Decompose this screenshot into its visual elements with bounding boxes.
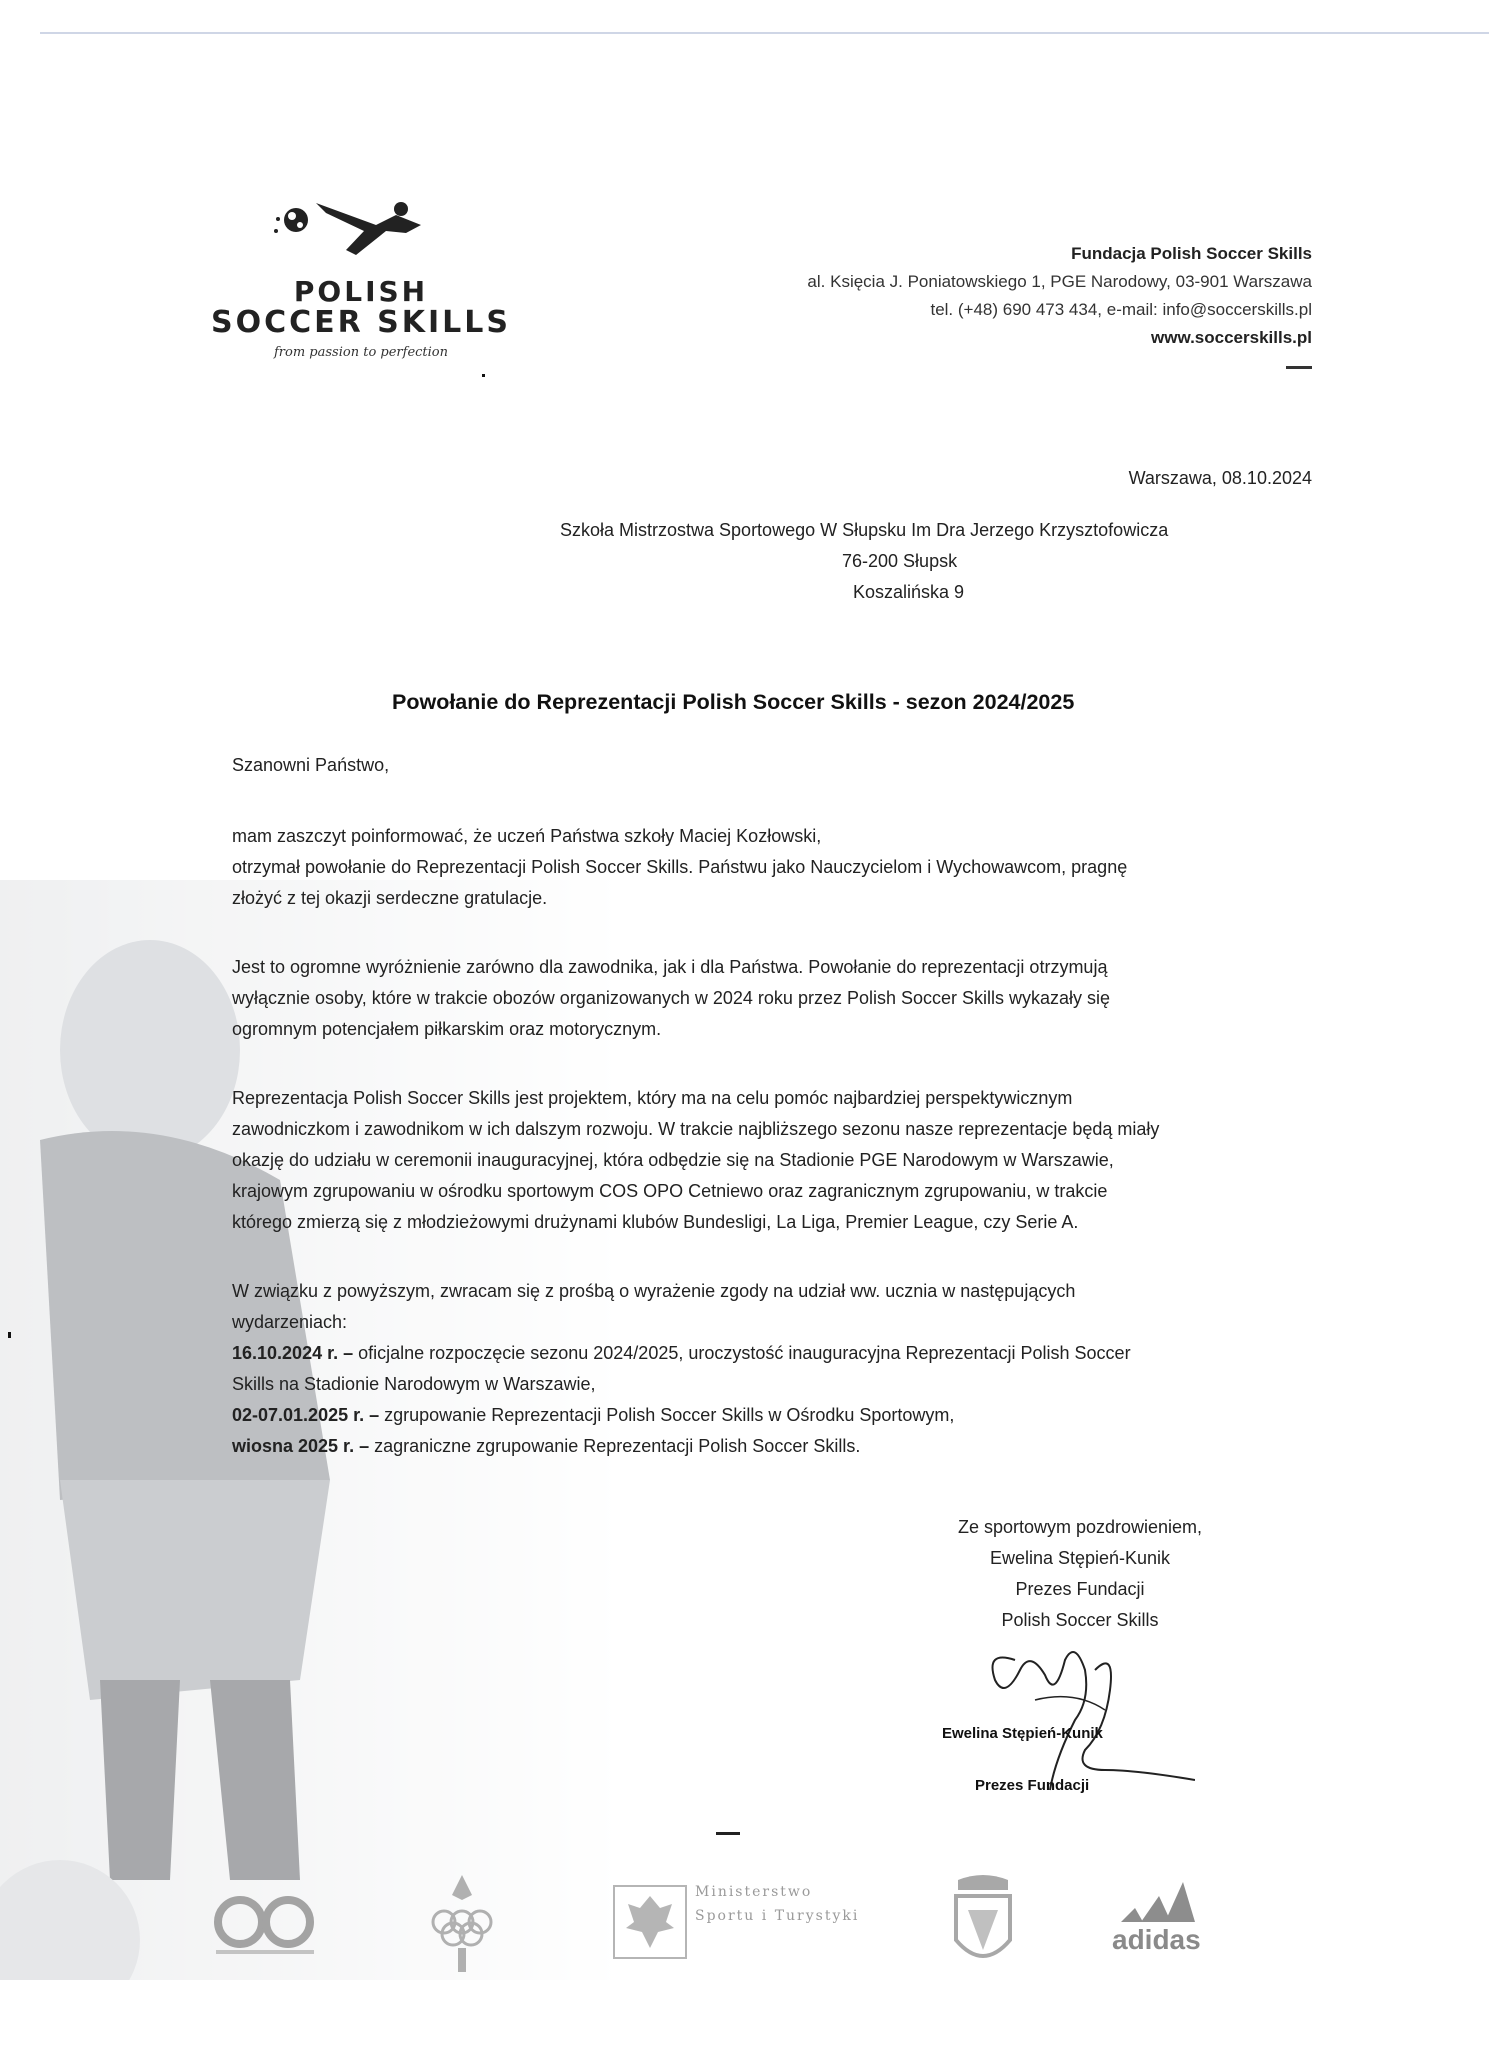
paragraph-3	[232, 1083, 1312, 1238]
header-divider	[1286, 366, 1312, 369]
polish-eagle-icon	[612, 1884, 688, 1960]
paragraph-line: Reprezentacja Polish Soccer Skills jest projektem, który ma na celu pomóc najbardziej perspektywicznym	[232, 1088, 1073, 1108]
scan-speck	[8, 1332, 11, 1338]
paragraph-line: Jest to ogromne wyróżnienie zarówno dla zawodnika, jak i dla Państwa. Powołanie do reprezentacji otrzymują	[232, 957, 1108, 977]
ministry-line-2: Sportu i Turystyki	[695, 1908, 860, 1924]
paragraph-2	[232, 952, 1312, 1045]
paragraph-line: którego zmierzą się z młodzieżowymi drużynami klubów Bundesligi, La Liga, Premier League, czy Serie A.	[232, 1212, 1079, 1232]
recipient-line-2: 76-200 Słupsk	[842, 551, 958, 571]
paragraph-4	[232, 1276, 1312, 1462]
scan-speck	[482, 374, 485, 377]
event-text: oficjalne rozpoczęcie sezonu 2024/2025, uroczystość inauguracyjna Reprezentacji Polish Soccer	[353, 1343, 1131, 1363]
date-line: Warszawa, 08.10.2024	[1128, 468, 1312, 488]
org-name: Fundacja Polish Soccer Skills	[1071, 244, 1312, 263]
paragraph-line: okazję do udziału w ceremonii inauguracyjnej, która odbędzie się na Stadionie PGE Narodowym w Warszawie,	[232, 1150, 1114, 1170]
event-date: 02-07.01.2025 r. –	[232, 1405, 380, 1425]
paragraph-line: złożyć z tej okazji serdeczne gratulacje.	[232, 888, 548, 908]
cos-logo	[210, 1890, 320, 1960]
recipient-line-1: Szkoła Mistrzostwa Sportowego W Słupsku Im Dra Jerzego Krzysztofowicza	[560, 520, 1169, 540]
paragraph-line: otrzymał powołanie do Reprezentacji Polish Soccer Skills. Państwu jako Nauczycielom i Wychowawcom, pragnę	[232, 857, 1128, 877]
event-2	[232, 1400, 1312, 1431]
event-1	[232, 1338, 1312, 1369]
adidas-stripes-icon	[1115, 1878, 1195, 1924]
recipient-address	[560, 515, 1280, 608]
org-address: al. Księcia J. Poniatowskiego 1, PGE Narodowy, 03-901 Warszawa	[807, 272, 1312, 291]
paragraph-line: krajowym zgrupowaniu w ośrodku sportowym COS OPO Cetniewo oraz zagranicznym zgrupowaniu, w trakcie	[232, 1181, 1108, 1201]
recipient-line-3: Koszalińska 9	[853, 582, 965, 602]
event-text: zagraniczne zgrupowanie Reprezentacji Polish Soccer Skills.	[369, 1436, 861, 1456]
logo-line-2: SOCCER SKILLS	[210, 305, 512, 340]
signatory-title: Prezes Fundacji	[1015, 1579, 1145, 1599]
event-date: wiosna 2025 r. –	[232, 1436, 370, 1456]
stamp-role: Prezes Fundacji	[975, 1777, 1090, 1794]
event-3	[232, 1431, 1312, 1462]
paragraph-line: wydarzeniach:	[232, 1312, 348, 1332]
organization-info	[807, 240, 1312, 352]
event-1-continued: Skills na Stadionie Narodowym w Warszawie,	[232, 1374, 596, 1394]
paragraph-1	[232, 821, 1312, 914]
polish-soccer-skills-logo	[196, 195, 526, 365]
signatory-org: Polish Soccer Skills	[1001, 1610, 1159, 1630]
closing-block	[880, 1512, 1280, 1636]
logo-wordmark	[196, 277, 526, 339]
letter-body	[232, 750, 1312, 1462]
paragraph-line: wyłącznie osoby, które w trakcie obozów organizowanych w 2024 roku przez Polish Soccer Skills wykazały się	[232, 988, 1111, 1008]
soccer-player-icon	[196, 195, 526, 275]
top-scan-line	[40, 32, 1489, 34]
logo-tagline: from passion to perfection	[274, 345, 448, 360]
logo-line-1: POLISH	[293, 275, 429, 308]
letter-subject: Powołanie do Reprezentacji Polish Soccer Skills - sezon 2024/2025	[392, 690, 1075, 714]
greeting: Szanowni Państwo,	[232, 755, 390, 775]
paragraph-line: mam zaszczyt poinformować, że uczeń Państwa szkoły Maciej Kozłowski,	[232, 826, 822, 846]
org-contact: tel. (+48) 690 473 434, e-mail: info@soccerskills.pl	[930, 300, 1312, 319]
sponsor-footer	[200, 1870, 1240, 1980]
signatory-name: Ewelina Stępień-Kunik	[989, 1548, 1171, 1568]
stamp-name: Ewelina Stępień-Kunik	[942, 1725, 1103, 1742]
olympic-emblem	[422, 1870, 502, 1975]
paragraph-line: ogromnym potencjałem piłkarskim oraz motorycznym.	[232, 1019, 662, 1039]
closing-line: Ze sportowym pozdrowieniem,	[957, 1517, 1203, 1537]
adidas-wordmark: adidas	[1112, 1924, 1201, 1955]
ministry-name	[695, 1880, 875, 1928]
paragraph-line: zawodniczkom i zawodnikom w ich dalszym rozwoju. W trakcie najbliższego sezonu nasze reprezentacje będą miały	[232, 1119, 1160, 1139]
ministry-line-1: Ministerstwo	[695, 1884, 813, 1900]
event-date: 16.10.2024 r. –	[232, 1343, 354, 1363]
football-federation-crest	[948, 1870, 1018, 1975]
org-website: www.soccerskills.pl	[1151, 328, 1312, 347]
paragraph-line: W związku z powyższym, zwracam się z prośbą o wyrażenie zgody na udział ww. ucznia w następujących	[232, 1281, 1076, 1301]
event-text: zgrupowanie Reprezentacji Polish Soccer Skills w Ośrodku Sportowym,	[379, 1405, 955, 1425]
footer-divider	[716, 1832, 740, 1835]
